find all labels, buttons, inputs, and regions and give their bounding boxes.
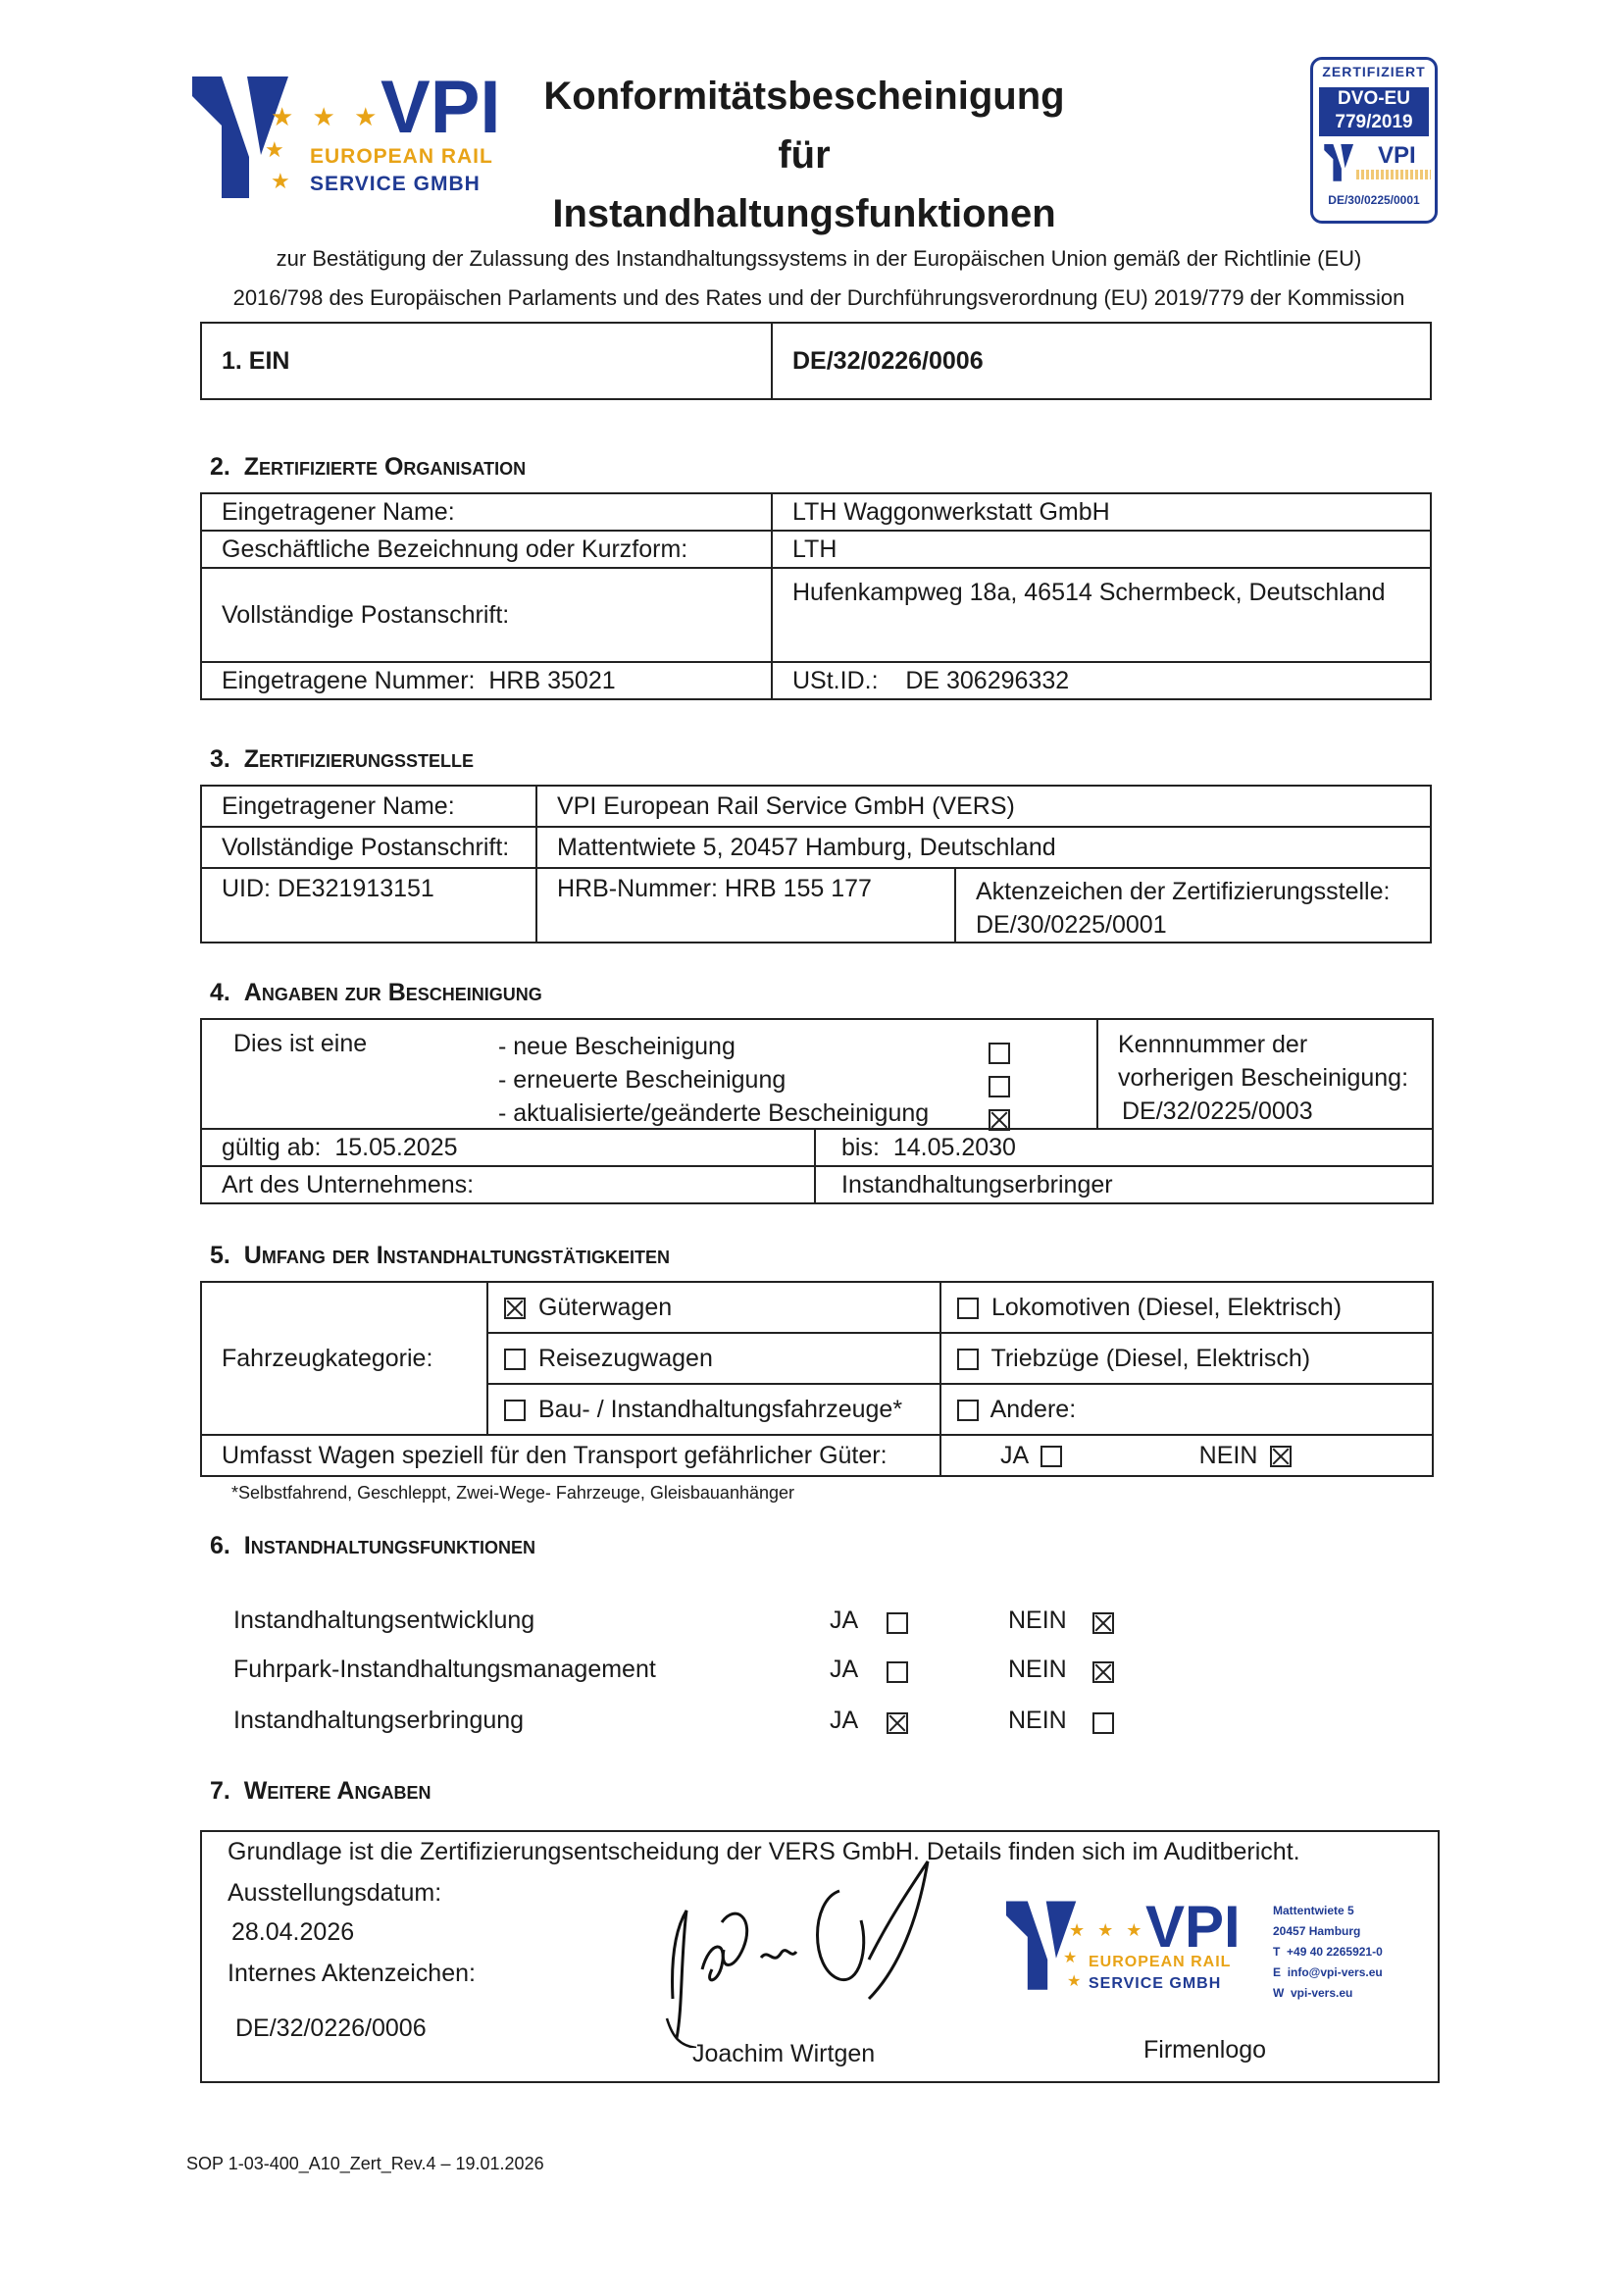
- signature-image: [653, 1852, 1006, 2048]
- company-logo: [192, 66, 516, 200]
- badge-vpi: VPI: [1378, 142, 1416, 169]
- internal-ref-label: Internes Aktenzeichen:: [228, 1960, 476, 1987]
- org-table: [200, 492, 1432, 700]
- ja-label: JA: [830, 1656, 859, 1683]
- stamp-phone: +49 40 2265921-0: [1287, 1945, 1383, 1959]
- dg-ja-label: JA: [1000, 1441, 1028, 1469]
- section-title: Umfang der Instandhaltungstätigkeiten: [243, 1242, 670, 1269]
- page-title: [530, 67, 1079, 243]
- cat-loco-label: Lokomotiven (Diesel, Elektrisch): [990, 1293, 1343, 1321]
- org-reg-cell: [201, 662, 772, 699]
- basis-text: Grundlage ist die Zertifizierungsentscheidung der VERS GmbH. Details finden sich im Auditbericht.: [228, 1838, 1300, 1865]
- cat-freight-label: Güterwagen: [537, 1293, 673, 1321]
- dangerous-goods-label: Umfasst Wagen speziell für den Transport gefährlicher Güter:: [201, 1435, 940, 1476]
- stamp-line2: SERVICE GMBH: [1089, 1975, 1222, 1992]
- valid-from: 15.05.2025: [334, 1133, 458, 1161]
- stamp-w: W: [1273, 1986, 1285, 2000]
- section-number: 3.: [210, 745, 230, 773]
- this-is-label: Dies ist eine: [233, 1030, 368, 1057]
- ein-label: 1. EIN: [201, 323, 772, 399]
- intro-line1: zur Bestätigung der Zulassung des Instandhaltungssystems in der Europäischen Union gemäß der Richtlinie (EU): [276, 246, 1362, 271]
- checkbox-construction[interactable]: [504, 1400, 526, 1421]
- cb-hrb: HRB-Nummer: HRB 155 177: [536, 868, 955, 943]
- stamp-addr2: 20457 Hamburg: [1273, 1924, 1361, 1938]
- internal-ref: DE/32/0226/0006: [235, 2014, 427, 2042]
- stamp-web: vpi-vers.eu: [1291, 1986, 1353, 2000]
- nein-label: NEIN: [1008, 1656, 1067, 1683]
- checkbox-dev-nein-checked[interactable]: [1092, 1612, 1114, 1634]
- checkbox-fleet-ja[interactable]: [887, 1661, 908, 1683]
- nein-label: NEIN: [1008, 1707, 1067, 1734]
- vpi-logo-icon: [1323, 144, 1358, 181]
- stars-icon: ★ ★ ★: [1069, 1920, 1146, 1940]
- stamp-e: E: [1273, 1965, 1282, 1979]
- cb-az-cell: [955, 868, 1431, 943]
- cb-addr-label: Vollständige Postanschrift:: [201, 827, 536, 868]
- org-vat: DE 306296332: [905, 666, 1070, 694]
- org-name: LTH Waggonwerkstatt GmbH: [772, 493, 1431, 531]
- cb-addr: Mattentwiete 5, 20457 Hamburg, Deutschland: [536, 827, 1431, 868]
- prev-cert-cell: [1097, 1019, 1433, 1129]
- valid-to: 14.05.2030: [892, 1133, 1016, 1161]
- org-reg: HRB 35021: [488, 666, 616, 694]
- document-footer: SOP 1-03-400_A10_Zert_Rev.4 – 19.01.2026: [186, 2154, 544, 2173]
- section-6-heading: [210, 1532, 535, 1560]
- dg-nein-label: NEIN: [1198, 1441, 1258, 1469]
- checkbox-dg-nein-checked[interactable]: [1270, 1446, 1292, 1467]
- section-title: Weitere Angaben: [243, 1777, 431, 1805]
- cert-type-cell: [201, 1019, 1097, 1129]
- intro-line2: 2016/798 des Europäischen Parlaments und des Rates und der Durchführungsverordnung (EU) 2019/779 der Kommission: [232, 285, 1405, 310]
- dangerous-goods-cell: [940, 1435, 1433, 1476]
- checkbox-multiple-unit[interactable]: [957, 1349, 979, 1370]
- function-label: Instandhaltungserbringung: [233, 1707, 525, 1734]
- prev-label1: Kennnummer der: [1118, 1031, 1308, 1058]
- org-reg-label: Eingetragene Nummer:: [222, 666, 476, 694]
- stars-icon: ★ ★ ★: [271, 102, 383, 131]
- company-type: Instandhaltungserbringer: [815, 1166, 1433, 1203]
- ein-table: [200, 322, 1432, 400]
- checkbox-freight-checked[interactable]: [504, 1298, 526, 1319]
- vehicle-category-label: Fahrzeugkategorie:: [201, 1282, 487, 1435]
- star-icon: ★: [1063, 1950, 1078, 1966]
- signer-name: Joachim Wirtgen: [692, 2040, 876, 2067]
- section-2-heading: [210, 453, 526, 482]
- ja-label: JA: [830, 1707, 859, 1734]
- section-title: Zertifizierungsstelle: [243, 745, 475, 773]
- checkbox-passenger[interactable]: [504, 1349, 526, 1370]
- cat-other-label: Andere:: [990, 1395, 1077, 1423]
- badge-ref: DE/30/0225/0001: [1328, 193, 1420, 207]
- org-vat-cell: [772, 662, 1431, 699]
- logo-line1: EUROPEAN RAIL: [310, 145, 493, 168]
- issue-date: 28.04.2026: [231, 1918, 355, 1946]
- stamp-addr1: Mattentwiete 5: [1273, 1904, 1354, 1917]
- section-4-heading: [210, 979, 542, 1007]
- function-label: Instandhaltungsentwicklung: [233, 1606, 535, 1634]
- stamp-line1: EUROPEAN RAIL: [1089, 1954, 1232, 1970]
- ja-label: JA: [830, 1606, 859, 1634]
- org-name-label: Eingetragener Name:: [201, 493, 772, 531]
- checkbox-dg-ja[interactable]: [1040, 1446, 1062, 1467]
- logo-label: Firmenlogo: [1143, 2036, 1267, 2064]
- cat-construction-cell: [487, 1384, 940, 1435]
- stamp-t: T: [1273, 1945, 1281, 1959]
- further-info-box: [200, 1830, 1440, 2083]
- section-number: 4.: [210, 979, 230, 1006]
- checkbox-other[interactable]: [957, 1400, 979, 1421]
- stamp-vpi: VPI: [1145, 1894, 1241, 1960]
- cb-name: VPI European Rail Service GmbH (VERS): [536, 786, 1431, 827]
- section-number: 6.: [210, 1532, 230, 1559]
- star-icon: ★: [1067, 1973, 1082, 1990]
- star-icon: ★: [271, 169, 290, 193]
- scope-table: [200, 1281, 1434, 1477]
- cat-multiple-unit-cell: [940, 1333, 1433, 1384]
- section-number: 5.: [210, 1242, 230, 1269]
- cat-other-cell: [940, 1384, 1433, 1435]
- issue-date-label: Ausstellungsdatum:: [228, 1879, 442, 1907]
- cb-az: DE/30/0225/0001: [976, 911, 1167, 939]
- checkbox-delivery-ja-checked[interactable]: [887, 1712, 908, 1734]
- cat-loco-cell: [940, 1282, 1433, 1333]
- cb-az-label: Aktenzeichen der Zertifizierungsstelle:: [976, 878, 1391, 905]
- cat-freight-cell: [487, 1282, 940, 1333]
- valid-to-label: bis:: [841, 1133, 880, 1161]
- checkbox-update-checked[interactable]: [989, 1109, 1010, 1131]
- title-line1: Konformitätsbescheinigung für: [543, 75, 1065, 177]
- org-addr-label: Vollständige Postanschrift:: [201, 568, 772, 662]
- section-7-heading: [210, 1777, 431, 1806]
- section-title: Angaben zur Bescheinigung: [243, 979, 542, 1006]
- nein-label: NEIN: [1008, 1606, 1067, 1634]
- cb-name-label: Eingetragener Name:: [201, 786, 536, 827]
- prev-label2: vorherigen Bescheinigung:: [1118, 1064, 1409, 1092]
- badge-top: ZERTIFIZIERT: [1322, 64, 1426, 79]
- checkbox-delivery-nein[interactable]: [1092, 1712, 1114, 1734]
- section-number: 2.: [210, 453, 230, 481]
- section-title: Zertifizierte Organisation: [243, 453, 527, 481]
- org-short-label: Geschäftliche Bezeichnung oder Kurzform:: [201, 531, 772, 568]
- opt-renew-label: - erneuerte Bescheinigung: [498, 1066, 787, 1094]
- checkbox-dev-ja[interactable]: [887, 1612, 908, 1634]
- section-5-heading: [210, 1242, 670, 1270]
- company-stamp: [1006, 1894, 1438, 2018]
- checkbox-new[interactable]: [989, 1043, 1010, 1064]
- cat-construction-label: Bau- / Instandhaltungsfahrzeuge*: [537, 1395, 903, 1423]
- valid-from-label: gültig ab:: [222, 1133, 322, 1161]
- org-vat-label: USt.ID.:: [792, 666, 879, 694]
- intro-text: [186, 239, 1451, 318]
- logo-line2: SERVICE GMBH: [310, 173, 481, 195]
- opt-update-label: - aktualisierte/geänderte Bescheinigung: [498, 1099, 930, 1127]
- valid-from-cell: [201, 1129, 815, 1166]
- star-icon: ★: [265, 137, 284, 162]
- valid-to-cell: [815, 1129, 1433, 1166]
- cat-passenger-label: Reisezugwagen: [537, 1344, 713, 1372]
- footnote: *Selbstfahrend, Geschleppt, Zwei-Wege- Fahrzeuge, Gleisbauanhänger: [231, 1483, 794, 1503]
- function-label: Fuhrpark-Instandhaltungsmanagement: [233, 1656, 656, 1683]
- section-title: Instandhaltungsfunktionen: [243, 1532, 536, 1559]
- badge-reg2: 779/2019: [1335, 112, 1413, 132]
- ein-value: DE/32/0226/0006: [772, 323, 1431, 399]
- cb-uid: UID: DE321913151: [201, 868, 536, 943]
- logo-vpi-text: VPI: [381, 66, 501, 149]
- certbody-table: [200, 785, 1432, 943]
- section-3-heading: [210, 745, 474, 774]
- badge-reg1: DVO-EU: [1338, 88, 1410, 109]
- opt-new-label: - neue Bescheinigung: [498, 1033, 736, 1060]
- org-short: LTH: [772, 531, 1431, 568]
- certification-badge: [1310, 57, 1438, 224]
- cert-info-table: [200, 1018, 1434, 1204]
- company-type-label: Art des Unternehmens:: [201, 1166, 815, 1203]
- cat-multiple-unit-label: Triebzüge (Diesel, Elektrisch): [990, 1344, 1311, 1372]
- checkbox-renew[interactable]: [989, 1076, 1010, 1097]
- checkbox-fleet-nein-checked[interactable]: [1092, 1661, 1114, 1683]
- section-number: 7.: [210, 1777, 230, 1805]
- stamp-email: info@vpi-vers.eu: [1287, 1965, 1383, 1979]
- cat-passenger-cell: [487, 1333, 940, 1384]
- title-line2: Instandhaltungsfunktionen: [552, 192, 1056, 235]
- org-addr: Hufenkampweg 18a, 46514 Schermbeck, Deutschland: [772, 568, 1431, 662]
- checkbox-loco[interactable]: [957, 1298, 979, 1319]
- prev-cert-number: DE/32/0225/0003: [1122, 1097, 1313, 1125]
